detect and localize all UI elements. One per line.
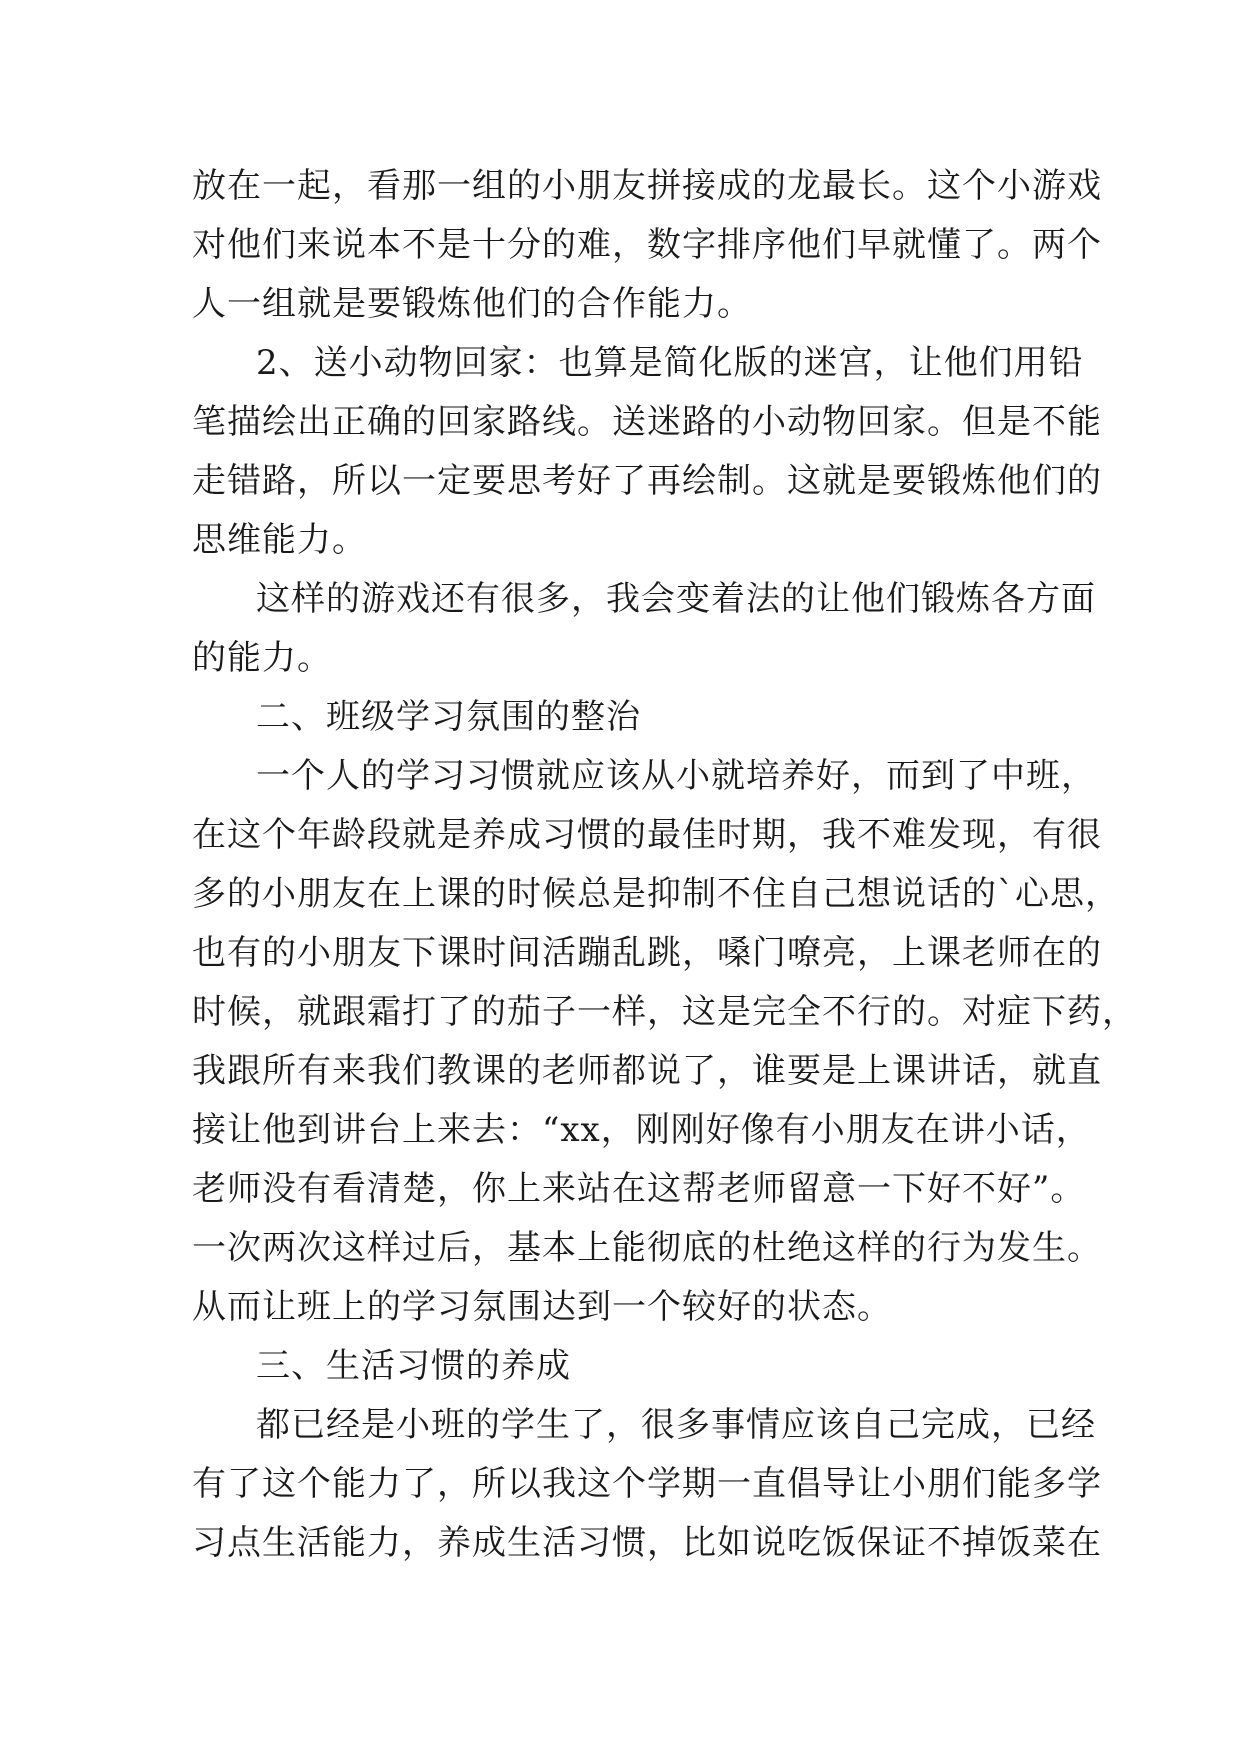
text-line: 习点生活能力，养成生活习惯，比如说吃饭保证不掉饭菜在 [192, 1523, 1102, 1563]
text-line: 思维能力。 [192, 520, 367, 560]
text-line: 在这个年龄段就是养成习惯的最佳时期，我不难发现，有很 [192, 815, 1102, 855]
text-line: 我跟所有来我们教课的老师都说了，谁要是上课讲话，就直 [192, 1051, 1102, 1091]
text-line: 时候，就跟霜打了的茄子一样，这是完全不行的。对症下药， [192, 992, 1137, 1032]
text-line: 人一组就是要锻炼他们的合作能力。 [192, 284, 752, 324]
text-line: 放在一起，看那一组的小朋友拼接成的龙最长。这个小游戏 [192, 166, 1102, 206]
text-line: 有了这个能力了，所以我这个学期一直倡导让小朋们能多学 [192, 1464, 1102, 1504]
text-line: 接让他到讲台上来去：“xx，刚刚好像有小朋友在讲小话， [192, 1110, 1091, 1150]
text-line: 从而让班上的学习氛围达到一个较好的状态。 [192, 1287, 892, 1327]
text-line: 也有的小朋友下课时间活蹦乱跳，嗓门嘹亮，上课老师在的 [192, 933, 1102, 973]
paragraph-start-line: 2、送小动物回家：也算是简化版的迷宫，让他们用铅 [256, 343, 1084, 383]
section-heading: 二、班级学习氛围的整治 [256, 697, 641, 737]
text-line: 对他们来说本不是十分的难，数字排序他们早就懂了。两个 [192, 225, 1102, 265]
text-line: 笔描绘出正确的回家路线。送迷路的小动物回家。但是不能 [192, 402, 1102, 442]
text-line: 多的小朋友在上课的时候总是抑制不住自己想说话的`心思， [192, 874, 1120, 914]
text-line: 老师没有看清楚，你上来站在这帮老师留意一下好不好”。 [192, 1169, 1086, 1209]
paragraph-start-line: 这样的游戏还有很多，我会变着法的让他们锻炼各方面 [256, 579, 1096, 619]
paragraph-start-line: 一个人的学习习惯就应该从小就培养好，而到了中班， [256, 756, 1096, 796]
section-heading: 三、生活习惯的养成 [256, 1346, 571, 1386]
paragraph-start-line: 都已经是小班的学生了，很多事情应该自己完成，已经 [256, 1405, 1096, 1445]
text-line: 走错路，所以一定要思考好了再绘制。这就是要锻炼他们的 [192, 461, 1102, 501]
text-line: 的能力。 [192, 638, 332, 678]
text-line: 一次两次这样过后，基本上能彻底的杜绝这样的行为发生。 [192, 1228, 1102, 1268]
